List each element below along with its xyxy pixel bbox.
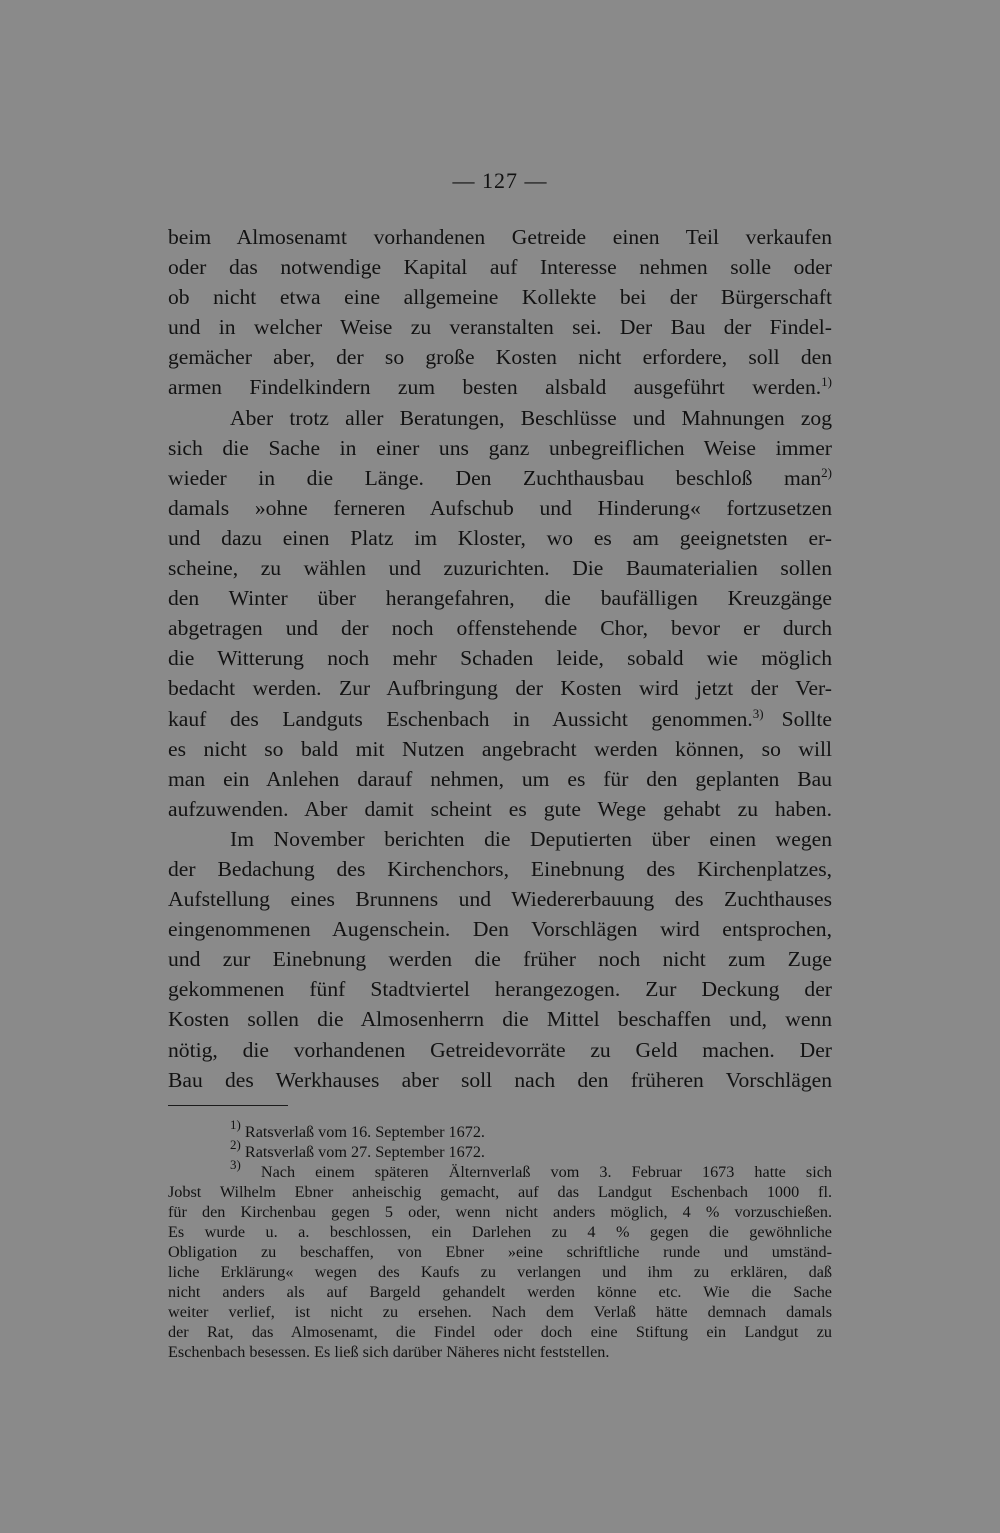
- body-line: ob nicht etwa eine allgemeine Kollekte bei der Bürgerschaft: [168, 285, 832, 310]
- footnote-ref: 3): [752, 705, 764, 721]
- footnote-mark: 3): [230, 1157, 241, 1172]
- body-line: Aufstellung eines Brunnens und Wiedererbauung des Zuchthauses: [168, 887, 832, 912]
- body-line: Bau des Werkhauses aber soll nach den früheren Vorschlägen: [168, 1067, 832, 1092]
- body-line: beim Almosenamt vorhandenen Getreide einen Teil verkaufen: [168, 225, 832, 249]
- body-line: Im November berichten die Deputierten über einen wegen: [230, 826, 832, 851]
- footnote-text: Ratsverlaß vom 27. September 1672.: [244, 1143, 485, 1161]
- body-line-text: armen Findelkindern zum besten alsbald ausgeführt werden.: [168, 375, 822, 400]
- footnote-ref: 2): [821, 464, 832, 480]
- body-line-text: kauf des Landguts Eschenbach in Aussicht genommen.: [168, 706, 753, 731]
- body-line: scheine, zu wählen und zuzurichten. Die Baumaterialien sollen: [168, 556, 832, 581]
- body-line: und dazu einen Platz im Kloster, wo es am geeignetsten er-: [168, 525, 832, 550]
- footnote-line: liche Erklärung« wegen des Kaufs zu verlangen und ihm zu erklären, daß: [168, 1263, 832, 1281]
- footnote-3: [168, 1157, 833, 1182]
- footnotes: [168, 1117, 833, 1362]
- footnote-line: Jobst Wilhelm Ebner anheischig gemacht, auf das Landgut Eschenbach 1000 fl.: [168, 1183, 832, 1201]
- body-line: sich die Sache in einer uns ganz unbegreiflichen Weise immer: [168, 435, 832, 460]
- footnote-line: der Rat, das Almosenamt, die Findel oder doch eine Stiftung ein Landgut zu: [168, 1323, 832, 1341]
- body-text: [168, 222, 832, 1095]
- body-line-text: Sollte: [781, 706, 832, 731]
- body-line: man ein Anlehen darauf nehmen, um es für den geplanten Bau: [168, 766, 832, 791]
- body-line: die Witterung noch mehr Schaden leide, sobald wie möglich: [168, 646, 832, 671]
- body-line: bedacht werden. Zur Aufbringung der Kosten wird jetzt der Ver-: [168, 676, 832, 701]
- page-number: — 127 —: [452, 168, 548, 193]
- body-line: abgetragen und der noch offenstehende Chor, bevor er durch: [168, 616, 832, 641]
- body-line: damals »ohne ferneren Aufschub und Hinderung« fortzusetzen: [168, 495, 832, 520]
- body-line: den Winter über herangefahren, die baufälligen Kreuzgänge: [168, 586, 832, 611]
- body-line: es nicht so bald mit Nutzen angebracht werden können, so will: [168, 736, 832, 761]
- footnote-text: Nach einem späteren Älternverlaß vom 3. Februar 1673 hatte sich: [260, 1163, 833, 1181]
- body-line: gemächer aber, der so große Kosten nicht erfordere, soll den: [168, 345, 832, 370]
- footnote-ref: 1): [821, 374, 832, 390]
- footnote-line: Eschenbach besessen. Es ließ sich darüber Näheres nicht feststellen.: [168, 1343, 610, 1361]
- body-line: Kosten sollen die Almosenherrn die Mittel beschaffen und, wenn: [168, 1007, 832, 1032]
- footnote-2: [168, 1137, 832, 1162]
- body-line: aufzuwenden. Aber damit scheint es gute Wege gehabt zu haben.: [168, 796, 832, 821]
- body-line: gekommenen fünf Stadtviertel herangezogen. Zur Deckung der: [168, 977, 832, 1002]
- footnote-line: für den Kirchenbau gegen 5 oder, wenn nicht anders möglich, 4 % vorzuschießen.: [168, 1203, 832, 1221]
- footnote-line: Obligation zu beschaffen, von Ebner »eine schriftliche runde und umständ-: [168, 1243, 832, 1261]
- body-line: [168, 372, 832, 402]
- body-line: [168, 463, 832, 493]
- body-line: und in welcher Weise zu veranstalten sei. Der Bau der Findel-: [168, 315, 832, 340]
- footnote-line: nicht anders als auf Bargeld gehandelt werden könne etc. Wie die Sache: [168, 1283, 832, 1301]
- body-line-text: wieder in die Länge. Den Zuchthausbau beschloß man: [168, 465, 822, 490]
- body-line: oder das notwendige Kapital auf Interesse nehmen solle oder: [168, 255, 832, 280]
- footnote-line: Es wurde u. a. beschlossen, ein Darlehen zu 4 % gegen die gewöhnliche: [168, 1223, 832, 1241]
- body-line: und zur Einebnung werden die früher noch nicht zum Zuge: [168, 947, 832, 972]
- footnote-mark: 1): [230, 1117, 241, 1132]
- footnote-divider: [168, 1105, 288, 1106]
- footnote-mark: 2): [230, 1137, 241, 1152]
- footnote-text: Ratsverlaß vom 16. September 1672.: [244, 1123, 485, 1141]
- body-line: eingenommenen Augenschein. Den Vorschlägen wird entsprochen,: [168, 917, 832, 942]
- body-line: der Bedachung des Kirchenchors, Einebnung des Kirchenplatzes,: [168, 856, 832, 881]
- body-line: nötig, die vorhandenen Getreidevorräte zu Geld machen. Der: [168, 1037, 832, 1062]
- footnote-line: weiter verlief, ist nicht zu ersehen. Nach dem Verlaß hätte demnach damals: [168, 1303, 832, 1321]
- footnote-1: [168, 1117, 832, 1142]
- body-line: [168, 704, 832, 734]
- body-line: Aber trotz aller Beratungen, Beschlüsse und Mahnungen zog: [230, 405, 832, 430]
